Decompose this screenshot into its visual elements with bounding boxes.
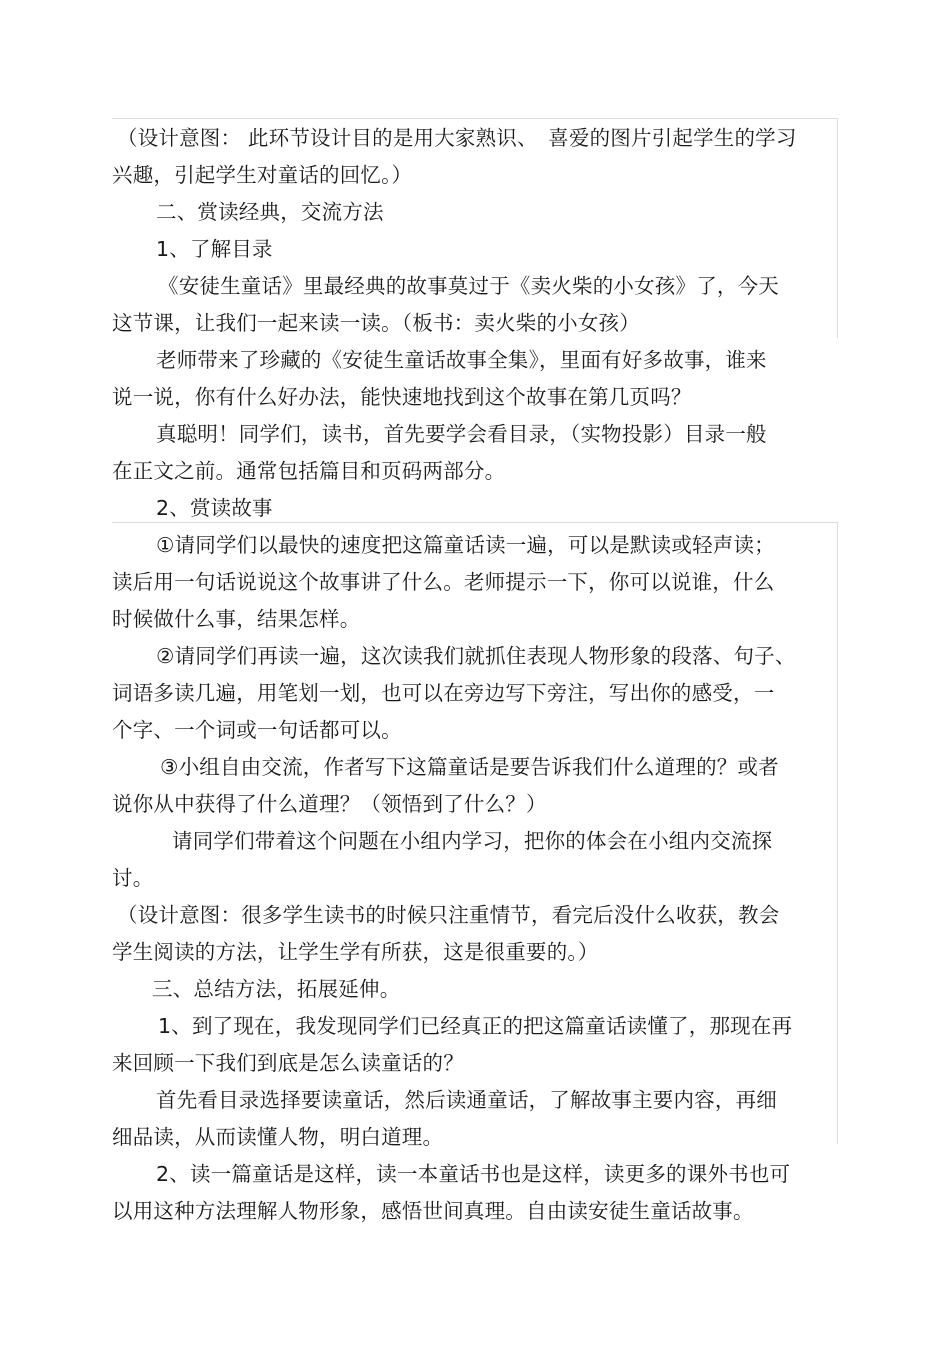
text-line: 细品读，从而读懂人物，明白道理。 <box>112 1125 444 1149</box>
text-line: 这节课，让我们一起来读一读。（板书：卖火柴的小女孩） <box>112 311 640 335</box>
text-line: 个字、一个词或一句话都可以。 <box>112 718 402 742</box>
text-line: （设计意图： 此环节设计目的是用大家熟识、 喜爱的图片引起学生的学习 <box>117 126 797 150</box>
text-line: 《安徒生童话》里最经典的故事莫过于《卖火柴的小女孩》了，今天 <box>158 274 779 298</box>
text-line: ①请同学们以最快的速度把这篇童话读一遍，可以是默读或轻声读； <box>156 533 775 557</box>
text-line: 老师带来了珍藏的《安徒生童话故事全集》，里面有好多故事，谁来 <box>156 348 767 372</box>
text-line: 读后用一句话说说这个故事讲了什么。老师提示一下，你可以说谁，什么 <box>112 570 775 594</box>
text-line: （设计意图：很多学生读书的时候只注重情节，看完后没什么收获，教会 <box>117 903 780 927</box>
text-line: 说你从中获得了什么道理？（领悟到了什么？） <box>112 792 547 816</box>
text-line: 2、读一篇童话是这样，读一本童话书也是这样，读更多的课外书也可 <box>156 1162 791 1186</box>
text-line: 时候做什么事，结果怎样。 <box>112 607 361 631</box>
section-heading: 三、总结方法，拓展延伸。 <box>152 977 401 1001</box>
text-line: ③小组自由交流，作者写下这篇童话是要告诉我们什么道理的？或者 <box>160 755 779 779</box>
text-line: ②请同学们再读一遍，这次读我们就抓住表现人物形象的段落、句子、 <box>156 644 796 668</box>
text-line: 请同学们带着这个问题在小组内学习，把你的体会在小组内交流探 <box>172 829 773 853</box>
frame-right-line-1 <box>837 118 838 338</box>
frame-right-line-2 <box>837 522 838 1144</box>
text-line: 说一说，你有什么好办法，能快速地找到这个故事在第几页吗？ <box>112 385 692 409</box>
text-line: 1、到了现在，我发现同学们已经真正的把这篇童话读懂了，那现在再 <box>158 1014 793 1038</box>
section-heading: 二、赏读经典，交流方法 <box>156 200 384 224</box>
text-line: 词语多读几遍，用笔划一划，也可以在旁边写下旁注，写出你的感受，一 <box>112 681 775 705</box>
text-line: 来回顾一下我们到底是怎么读童话的？ <box>112 1051 464 1075</box>
text-line: 真聪明！同学们，读书，首先要学会看目录，（实物投影）目录一般 <box>156 422 767 446</box>
text-line: 学生阅读的方法，让学生学有所获，这是很重要的。） <box>112 940 599 964</box>
text-line: 讨。 <box>112 866 154 890</box>
frame-top-line <box>112 118 838 119</box>
text-line: 兴趣，引起学生对童话的回忆。） <box>112 163 413 187</box>
text-line: 首先看目录选择要读童话，然后读通童话，了解故事主要内容，再细 <box>156 1088 777 1112</box>
text-line: 以用这种方法理解人物形象，感悟世间真理。自由读安徒生童话故事。 <box>112 1199 754 1223</box>
sub-heading: 1、了解目录 <box>156 237 273 261</box>
text-line: 在正文之前。通常包括篇目和页码两部分。 <box>112 459 506 483</box>
sub-heading: 2、赏读故事 <box>156 496 273 520</box>
